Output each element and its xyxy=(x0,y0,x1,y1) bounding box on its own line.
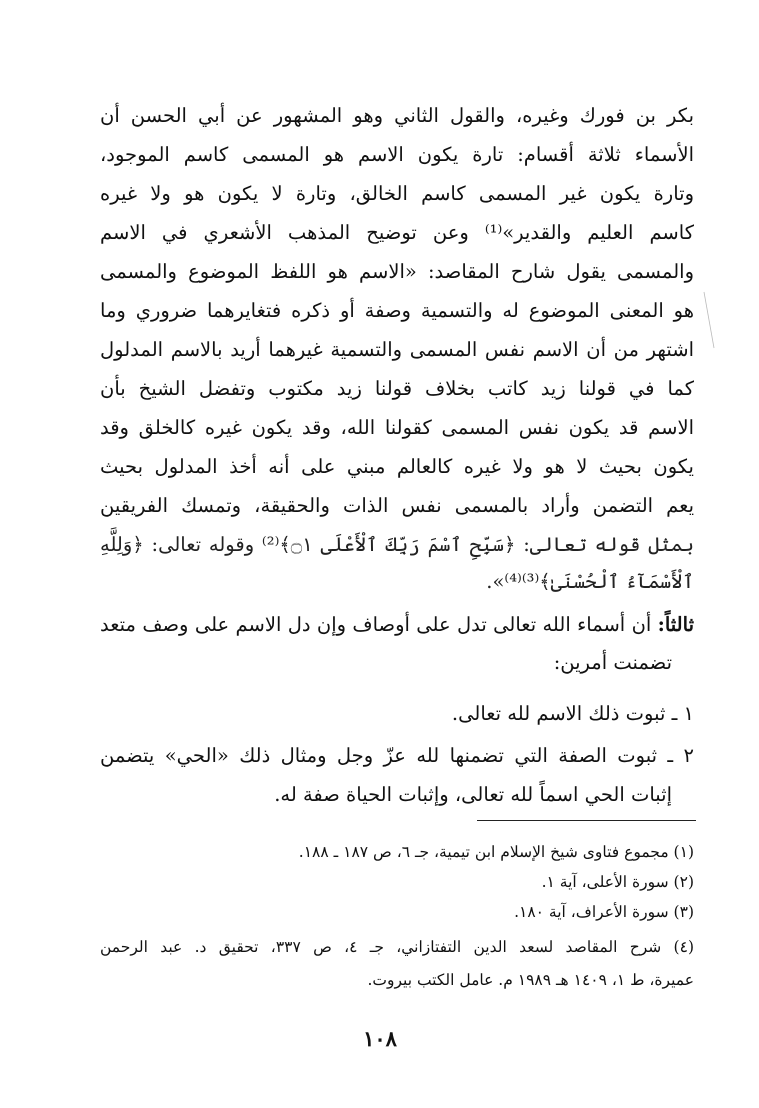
footnote: (٤) شرح المقاصد لسعد الدين التفتازاني، جـ ٤، ص ٣٣٧، تحقيق د. عبد الرحمن xyxy=(100,938,694,956)
quran-verse-line: بمثل قوله تعالى: ﴿سَبِّحِ ٱسْمَ رَبِّكَ ٱلْأَعْلَى ۝١﴾⁽²⁾ وقوله تعالى: ﴿وَلِلَّهِ xyxy=(100,533,694,556)
paragraph-line: الاسم قد يكون نفس المسمى كقولنا الله، وقد يكون غيره كالخلق وقد xyxy=(100,416,694,439)
paragraph-line: كاسم العليم والقدير»⁽¹⁾ وعن توضيح المذهب الأشعري في الاسم xyxy=(100,221,694,244)
list-item-continuation: إثبات الحي اسماً لله تعالى، وإثبات الحياة صفة له. xyxy=(274,783,672,806)
section-label: ثالثاً: xyxy=(657,613,694,636)
page-number: ١٠٨ xyxy=(363,1026,397,1051)
section-three-text: أن أسماء الله تعالى تدل على أوصاف وإن دل الاسم على وصف متعد xyxy=(100,613,658,636)
quran-verse-line: ٱلْأَسْمَآءُ ٱلْحُسْنَىٰ﴾⁽³⁾⁽⁴⁾». xyxy=(486,570,694,593)
footnote: (٢) سورة الأعلى، آية ١. xyxy=(541,873,694,891)
paragraph-line: هو المعنى الموضوع له والتسمية وصفة أو ذكره فتغايرهما ضروري وما xyxy=(100,299,694,322)
paragraph-line: يكون بحيث لا هو ولا غيره كالعالم مبني على أنه أخذ المدلول بحيث xyxy=(100,455,694,478)
paragraph-line: كما في قولنا زيد كاتب بخلاف قولنا زيد مكتوب وتفضل الشيخ بأن xyxy=(100,377,694,400)
paragraph-line: بكر بن فورك وغيره، والقول الثاني وهو المشهور عن أبي الحسن أن xyxy=(100,104,694,127)
paragraph-line: اشتهر من أن الاسم نفس المسمى والتسمية غيرهما أريد بالاسم المدلول xyxy=(100,338,694,361)
paragraph-line: والمسمى يقول شارح المقاصد: «الاسم هو اللفظ الموضوع والمسمى xyxy=(100,260,694,283)
list-item: ٢ ـ ثبوت الصفة التي تضمنها لله عزّ وجل ومثال ذلك «الحي» يتضمن xyxy=(100,744,694,767)
footnote-continuation: عميرة، ط ١، ١٤٠٩ هـ ١٩٨٩ م. عامل الكتب بيروت. xyxy=(367,971,694,989)
paragraph-line: وتارة يكون غير المسمى كاسم الخالق، وتارة لا يكون هو ولا غيره xyxy=(100,182,694,205)
footnote: (١) مجموع فتاوى شيخ الإسلام ابن تيمية، جـ ٦، ص ١٨٧ ـ ١٨٨. xyxy=(298,843,694,861)
paragraph-line: الأسماء ثلاثة أقسام: تارة يكون الاسم هو المسمى كاسم الموجود، xyxy=(100,143,694,166)
section-three-continuation: تضمنت أمرين: xyxy=(553,651,672,674)
footnote-divider xyxy=(477,820,696,821)
section-three-line xyxy=(100,605,694,645)
paragraph-line: يعم التضمن وأراد بالمسمى نفس الذات والحقيقة، وتمسك الفريقين xyxy=(100,494,694,517)
list-item: ١ ـ ثبوت ذلك الاسم لله تعالى. xyxy=(451,702,694,725)
margin-scratch-mark xyxy=(702,290,716,350)
footnote: (٣) سورة الأعراف، آية ١٨٠. xyxy=(514,903,694,921)
